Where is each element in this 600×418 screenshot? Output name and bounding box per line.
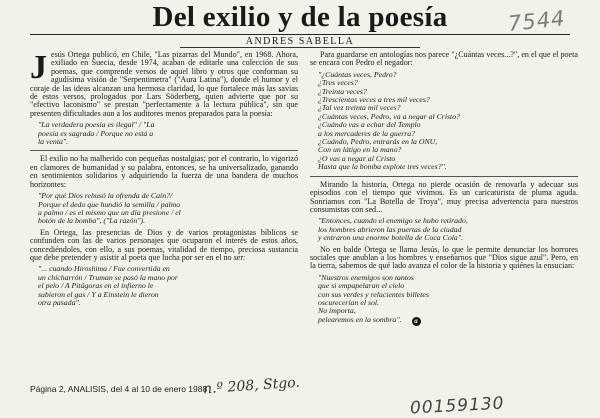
handwritten-issue-note: n.º 208, Stgo. xyxy=(202,374,301,398)
verse-line: "¿Cuántas veces, Pedro? xyxy=(318,69,397,79)
verse-block xyxy=(38,265,298,307)
verse-line: No importa, xyxy=(318,306,356,316)
verse-block xyxy=(38,192,298,226)
verse-line: "Nuestros enemigos son tantos xyxy=(318,272,414,282)
intro-text: esús Ortega publicó, en Chile, "Las pizarras del Mundo", en 1968. Ahora, exiliado en Suecia, desde 1974, acaban de editarle una colección de sus poemas, que comprende versos de aquel libro y otros que conforman su agudísima visión de "Serpentimetra" ("Aura Latina"), donde el humor y el coraje de las ideas alcanzan una hermosa claridad, lo que fortalece más las savias de estos versos, prologados por Lars Söderberg, quien advierte que por su "efectivo laconismo" se prestan "perfectamente a la lectura pública", sin que presenten dificultades aun a los auditores menos preparados para la poesía: xyxy=(30,50,298,118)
verse-line: a palmo / es el mismo que un día presione / el xyxy=(38,207,181,217)
verse-line: la venta". xyxy=(38,137,69,147)
title-rule xyxy=(30,34,570,35)
verse-line: oscurecerían el sol. xyxy=(318,297,379,307)
verse-line: "Por qué Dios rehusó la ofrenda de Caín?/ xyxy=(38,191,173,201)
verse-line: botón de la bomba", ("La razón"). xyxy=(38,216,146,226)
verse-line-last xyxy=(318,316,578,326)
verse-line: "Entonces, cuando el enemigo se hubo retirado, xyxy=(318,216,468,226)
handwritten-reference-number: 7544 xyxy=(506,6,567,36)
verse-line: Hasta que la bomba explote tres veces?". xyxy=(318,162,447,172)
verse-line: poesía es sagrada / Porque no está a xyxy=(38,128,154,138)
verse-line: ¿O vas a negar al Cristo xyxy=(318,153,396,163)
page-footer: Página 2, ANALISIS, del 4 al 10 de enero 1988 xyxy=(30,384,208,394)
verse-block xyxy=(318,217,578,242)
verse-line: ¿Cuándo, Pedro, entrarás en la ONU, xyxy=(318,137,438,147)
verse-line: "La verdadera poesía es ilegal" / "La xyxy=(38,120,155,130)
author-byline: ANDRES SABELLA xyxy=(245,36,355,47)
body-paragraph: El exilio no ha malherido con pequeñas nostalgias; por el contrario, lo vigorizó en clamores de humanidad y su palabra, entonces, se ha universalizado, ganando en sentimientos solidarios y adquiriendo la fuerza de una bandera de muchos horizontes: xyxy=(30,154,298,189)
body-paragraph: En Ortega, las presencias de Dios y de varios protagonistas bíblicos se confunden con las de varios personajes que ocuparon el interés de estos años, concediéndoles, con ello, a sus poemas, vitalidad de tiempo, preciosa sustancia que debe pretender y asistir al poeta que lucha por ser en el no ser: xyxy=(30,227,298,262)
section-divider xyxy=(310,176,578,177)
body-paragraph: Mirando la historia, Ortega no pierde ocasión de renovarla y adecuar sus episodios con el tiempo que vivimos. Es un caricaturista de pluma aguda. Sonriamos con "La Botella de Troya", muy precisa advertencia para nuestros consumistas con sed... xyxy=(310,179,578,214)
verse-line: y entraron una enorme botella de Coca Cola". xyxy=(318,233,464,243)
verse-line: ¿Cuántas veces, Pedro, va a negar al Cristo? xyxy=(318,111,460,121)
article-title: Del exilio y de la poesía xyxy=(152,1,448,33)
verse-line: con sus verdes y relucientes billetes xyxy=(318,289,429,299)
verse-line: Con un látigo en la mano? xyxy=(318,145,402,155)
verse-line: los hombres abrieron las puertas de la ciudad xyxy=(318,224,462,234)
byline-rule xyxy=(180,47,420,48)
verse-block xyxy=(318,71,578,172)
verse-line: ¿Cuándo vas a echar del Templo xyxy=(318,120,421,130)
verse-line: Porque el dedo que hundió la semilla / palmo xyxy=(38,199,181,209)
verse-line: otra pasada". xyxy=(38,297,81,307)
verse-line: ¿Trescientas veces a tres mil veces? xyxy=(318,95,430,105)
intro-paragraph xyxy=(30,51,298,118)
left-column xyxy=(30,51,298,310)
verse-line: un chicharrón / Truman se pasó la mano por xyxy=(38,272,178,282)
drop-cap: J xyxy=(30,49,47,86)
section-divider xyxy=(30,150,298,151)
verse-line: ¿Tal vez treinta mil veces? xyxy=(318,103,401,113)
body-paragraph: No en balde Ortega se llama Jesús, lo que le permite denunciar los horrores sociales que anublan a los hombres y enseñarnos que "Dios sigue azul". Pero, en la tierra, sabemos de qué lado avanza el color de la historia y quiénes la ensucian: xyxy=(310,244,578,271)
verse-line: el pelo / A Pitágoras en el infierno le xyxy=(38,281,154,291)
verse-line: pelearemos en la sombra". xyxy=(318,314,402,324)
verse-line: que si empapelaran el cielo xyxy=(318,281,405,291)
body-paragraph: Para guardarse en antologías nos parece "¿Cuántas veces...?", en el que el poeta se encara con Pedro el negador: xyxy=(310,50,578,68)
verse-line: a los mercaderes de la guerra? xyxy=(318,128,416,138)
verse-line: ¿Tres veces? xyxy=(318,78,358,88)
verse-line: "... cuando Hiroshima / Fue convertida en xyxy=(38,264,170,274)
verse-block xyxy=(318,274,578,326)
verse-block xyxy=(38,121,298,146)
right-column xyxy=(310,51,578,329)
verse-line: ¿Treinta veces? xyxy=(318,86,367,96)
end-of-article-icon: a xyxy=(412,317,421,326)
handwritten-archive-code: 00159130 xyxy=(409,393,505,418)
verse-line: subieron el gas / Y a Einstein le dieron xyxy=(38,289,159,299)
